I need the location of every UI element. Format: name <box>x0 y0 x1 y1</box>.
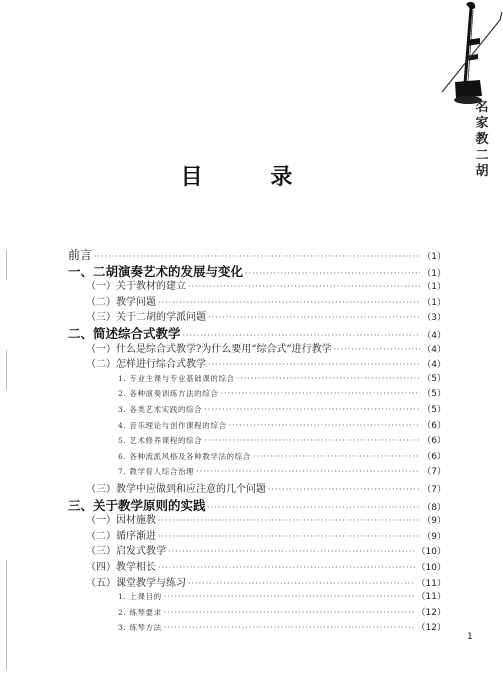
toc-entry <box>68 386 446 399</box>
toc-entry-label: （四）教学相长 <box>86 562 156 573</box>
toc-entry <box>68 464 446 477</box>
toc-entry <box>68 308 446 323</box>
toc-entry-label: （一）关于教材的建立 <box>86 281 186 293</box>
toc-entry-label: （一）什么是综合式教学?为什么要用“综合式”进行教学 <box>86 343 332 355</box>
toc-entry-page: （11） <box>416 578 446 589</box>
toc-entry-label: 6. 各种流派风格及各种教学法的综合 <box>118 451 251 461</box>
toc-entry-label: 2. 各种演奏训练方法的综合 <box>118 389 219 399</box>
toc-entry-label: 三、关于教学原则的实践 <box>68 497 206 513</box>
toc-leader-dots <box>158 532 420 541</box>
series-char: 名 <box>475 100 489 115</box>
toc-entry-label: 1. 专业主课与专业基础课的综合 <box>118 373 235 383</box>
toc-entry-label: 一、二胡演奏艺术的发展与变化 <box>68 263 244 279</box>
toc-entry-label: （三）启发式教学 <box>86 546 166 558</box>
toc-entry-page: （10） <box>416 563 446 573</box>
toc-entry-page: （4） <box>422 344 446 355</box>
toc-entry-label: 1. 上课目的 <box>118 592 162 602</box>
toc-entry <box>68 433 446 446</box>
toc-leader-dots <box>196 467 420 476</box>
toc-entry-label: 4. 音乐理论与创作课程的综合 <box>118 420 227 430</box>
toc-entry <box>68 589 446 602</box>
toc-entry-label: （二）怎样进行综合式教学 <box>86 359 206 371</box>
toc-entry-page: （9） <box>422 516 446 527</box>
toc-entry-label: 二、简述综合式教学 <box>68 326 181 341</box>
toc-entry-page: （1） <box>422 297 446 308</box>
toc-entry <box>68 511 446 526</box>
toc-entry <box>68 449 446 462</box>
toc-entry-label: （五）课堂教学与练习 <box>86 577 186 589</box>
toc-entry-label: （一）因材施教 <box>86 515 156 527</box>
toc-leader-dots <box>164 623 415 632</box>
toc-entry <box>68 418 446 431</box>
toc-leader-dots <box>204 436 420 445</box>
toc-entry <box>68 340 446 355</box>
toc-entry-page: （10） <box>416 547 446 558</box>
toc-entry-page: （6） <box>422 436 446 447</box>
toc-entry-page: （8） <box>422 502 446 513</box>
toc-entry <box>68 620 446 633</box>
toc-entry <box>68 355 446 370</box>
series-char: 胡 <box>475 164 489 179</box>
series-char: 教 <box>475 132 489 147</box>
toc-entry-page: （7） <box>422 467 446 478</box>
series-char: 二 <box>475 148 489 163</box>
toc-entry-page: （9） <box>422 531 446 542</box>
toc-leader-dots <box>158 516 420 525</box>
toc-entry-label: 5. 艺术修养课程的综合 <box>118 436 203 446</box>
toc-entry <box>68 402 446 415</box>
toc-entry-label: 3. 练琴方法 <box>118 623 162 633</box>
page-title: 目 录 <box>180 164 323 190</box>
toc-entry-label: 3. 各类艺术实践的综合 <box>118 405 203 414</box>
toc-leader-dots <box>229 421 421 430</box>
toc-entry-label: （二）循序渐进 <box>86 530 156 542</box>
toc-entry <box>68 293 446 308</box>
page-number: 1 <box>467 632 473 642</box>
toc-leader-dots <box>164 592 415 601</box>
toc-entry-page: （1） <box>422 252 446 262</box>
toc-leader-dots <box>188 579 415 588</box>
toc-entry-page: （1） <box>422 282 446 293</box>
toc-entry <box>68 246 446 263</box>
toc-entry-page: （12） <box>416 623 446 634</box>
toc-entry-label: 7. 教学育人综合治理 <box>118 467 195 477</box>
toc-entry <box>68 574 446 589</box>
toc-entry <box>68 480 446 495</box>
toc-entry-page: （4） <box>422 360 446 371</box>
toc-entry <box>68 542 446 557</box>
toc-leader-dots <box>94 252 420 261</box>
scan-artifact <box>6 350 7 390</box>
toc-leader-dots <box>208 360 420 369</box>
toc-leader-dots <box>253 452 420 461</box>
toc-leader-dots <box>188 282 420 291</box>
toc-leader-dots <box>237 374 421 383</box>
toc-entry-page: （11） <box>416 592 446 603</box>
toc-leader-dots <box>164 608 415 617</box>
toc-leader-dots <box>268 485 420 494</box>
toc-leader-dots <box>334 345 421 354</box>
toc-entry-page: （7） <box>422 485 446 495</box>
series-char: 家 <box>475 116 489 131</box>
toc-leader-dots <box>204 405 420 414</box>
toc-entry-label: 前言 <box>68 248 93 262</box>
toc-leader-dots <box>208 313 420 322</box>
toc-entry-label: （三）关于二胡的学派问题 <box>86 312 206 324</box>
toc-entry-page: （4） <box>422 331 446 341</box>
scan-artifact <box>6 250 7 280</box>
toc-entry <box>68 605 446 618</box>
toc-entry <box>68 558 446 573</box>
toc-entry-label: （二）教学问题 <box>86 296 156 308</box>
toc-entry-label: 2. 练琴要求 <box>118 607 162 617</box>
toc-entry-page: （5） <box>422 389 446 400</box>
toc-entry <box>68 527 446 542</box>
toc-entry-page: （1） <box>422 268 446 279</box>
toc-entry <box>68 277 446 292</box>
toc-entry-page: （5） <box>422 373 446 384</box>
toc-leader-dots <box>158 563 415 572</box>
toc-entry-label: （三）教学中应做到和应注意的几个问题 <box>86 484 266 495</box>
scan-artifact <box>6 560 7 670</box>
toc-entry-page: （6） <box>422 451 446 462</box>
toc-entry <box>68 371 446 384</box>
toc-entry-page: （12） <box>416 607 446 618</box>
toc-entry-page: （6） <box>422 420 446 431</box>
toc-leader-dots <box>220 389 420 398</box>
toc-entry-page: （3） <box>422 313 446 324</box>
toc-entry-page: （5） <box>422 405 446 415</box>
toc-leader-dots <box>168 547 415 556</box>
toc-leader-dots <box>158 298 420 307</box>
